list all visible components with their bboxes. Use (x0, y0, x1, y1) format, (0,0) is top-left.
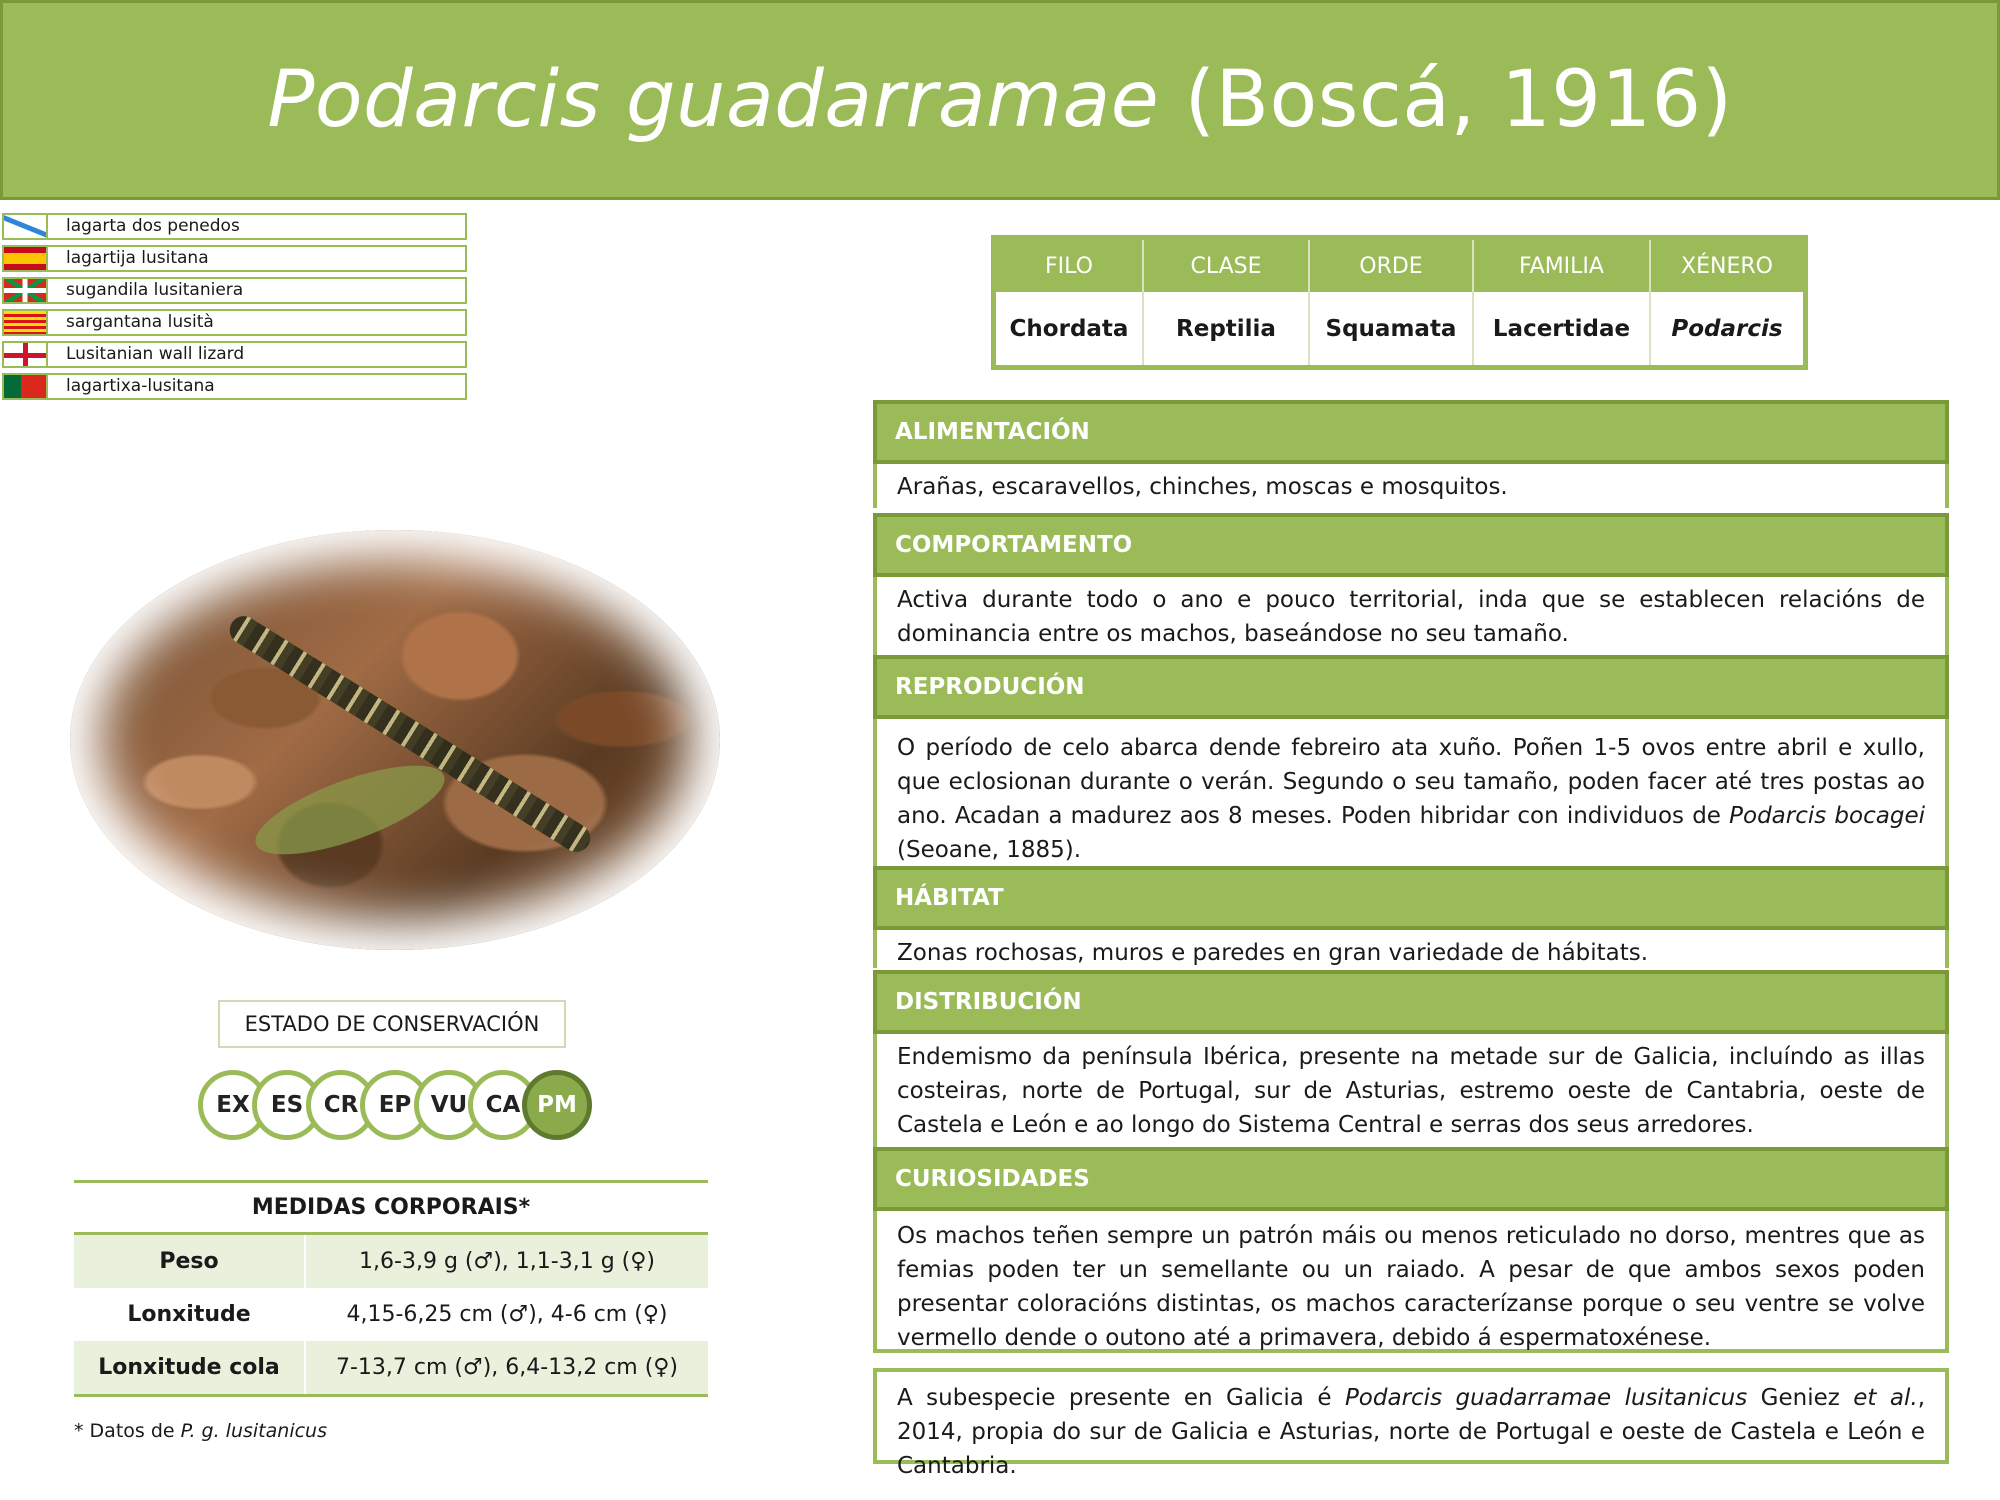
common-names-list (2, 213, 467, 405)
taxonomy-header: FILO (996, 240, 1142, 292)
taxonomy-value: Reptilia (1176, 315, 1276, 342)
measures-footnote (74, 1420, 327, 1442)
reproduction-text-a: O período de celo abarca dende febreiro ata xuño. Poñen 1-5 ovos entre abril e xullo, que eclosionan durante o verán. Segundo o seu tamaño, poden facer até tres postas ao ano. Acadan a madurez aos 8 meses. Poden hibridar con individuos de (897, 735, 1925, 829)
measure-value: 7-13,7 cm (♂), 6,4-13,2 cm (♀) (335, 1355, 678, 1380)
conservation-label: ESTADO DE CONSERVACIÓN (218, 1000, 566, 1048)
body-measures-table (74, 1180, 708, 1397)
section-title: ALIMENTACIÓN (873, 400, 1949, 464)
common-name-label: lagartixa-lusitana (66, 376, 215, 396)
conservation-ca: CA (468, 1070, 538, 1140)
section-title: COMPORTAMENTO (873, 513, 1949, 577)
common-name-english (2, 341, 467, 368)
section-title: REPRODUCIÓN (873, 655, 1949, 719)
measures-bottom-rule (74, 1394, 708, 1397)
photo-leaf-shape (246, 748, 454, 873)
taxonomy-col-filo (996, 240, 1144, 365)
england-flag-icon (4, 343, 48, 366)
conservation-scale (198, 1070, 576, 1140)
taxonomy-value: Podarcis (1671, 315, 1783, 342)
taxonomy-col-familia (1474, 240, 1651, 365)
conservation-vu: VU (414, 1070, 484, 1140)
taxonomy-value: Chordata (1009, 315, 1129, 342)
taxonomy-col-xenero (1651, 240, 1803, 365)
measure-value: 1,6-3,9 g (♂), 1,1-3,1 g (♀) (359, 1249, 655, 1274)
lizard-photo (70, 530, 720, 950)
section-curiosidades (873, 1147, 1949, 1353)
common-name-galician (2, 213, 467, 240)
basque-flag-icon (4, 279, 48, 302)
taxonomy-header: ORDE (1310, 240, 1472, 292)
section-text: Activa durante todo o ano e pouco territorial, inda que se establecen relacións de dominancia entre os machos, baseándose no seu tamaño. (873, 577, 1949, 655)
page-title (267, 55, 1732, 145)
taxonomy-col-orde (1310, 240, 1474, 365)
subspecies-text-b: Geniez (1747, 1385, 1854, 1411)
measure-row-tail-length (74, 1341, 708, 1394)
taxonomy-col-clase (1144, 240, 1310, 365)
section-title: HÁBITAT (873, 866, 1949, 930)
common-name-label: sargantana lusità (66, 312, 214, 332)
footnote-prefix: * Datos de (74, 1420, 181, 1442)
section-comportamento (873, 513, 1949, 655)
common-name-label: lagartija lusitana (66, 248, 209, 268)
taxonomy-table (991, 235, 1808, 370)
measure-value: 4,15-6,25 cm (♂), 4-6 cm (♀) (346, 1302, 668, 1327)
section-title: DISTRIBUCIÓN (873, 970, 1949, 1034)
spain-flag-icon (4, 247, 48, 270)
species-author: (Boscá, 1916) (1184, 55, 1733, 145)
subspecies-note (873, 1368, 1949, 1479)
section-alimentacion (873, 400, 1949, 508)
conservation-ex: EX (198, 1070, 268, 1140)
taxonomy-value: Lacertidae (1492, 315, 1631, 342)
conservation-ep: EP (360, 1070, 430, 1140)
section-text: Arañas, escaravellos, chinches, moscas e mosquitos. (873, 464, 1949, 508)
measure-row-weight (74, 1235, 708, 1288)
taxonomy-header: FAMILIA (1474, 240, 1649, 292)
common-name-label: lagarta dos penedos (66, 216, 240, 236)
section-distribucion (873, 970, 1949, 1147)
species-name: Podarcis guadarramae (267, 55, 1160, 145)
footnote-taxon: P. g. lusitanicus (180, 1420, 327, 1442)
common-name-basque (2, 277, 467, 304)
reproduction-text-b: (Seoane, 1885). (897, 837, 1082, 863)
galicia-flag-icon (4, 215, 48, 238)
conservation-pm-active: PM (522, 1070, 592, 1140)
section-text: Zonas rochosas, muros e paredes en gran variedade de hábitats. (873, 930, 1949, 968)
taxonomy-header: CLASE (1144, 240, 1308, 292)
measure-key: Lonxitude (74, 1288, 306, 1341)
measure-key: Lonxitude cola (74, 1341, 306, 1394)
taxonomy-header: XÉNERO (1651, 240, 1803, 292)
catalonia-flag-icon (4, 311, 48, 334)
common-name-catalan (2, 309, 467, 336)
conservation-cr: CR (306, 1070, 376, 1140)
subspecies-text-a: A subespecie presente en Galicia é (897, 1385, 1345, 1411)
taxonomy-value: Squamata (1325, 315, 1457, 342)
section-text (873, 719, 1949, 866)
common-name-label: Lusitanian wall lizard (66, 344, 245, 364)
conservation-es: ES (252, 1070, 322, 1140)
subspecies-text-c: , 2014, propia do sur de Galicia e Asturias, norte de Portugal e oeste de Castela e León e Cantabria. (897, 1385, 1925, 1479)
measure-row-length (74, 1288, 708, 1341)
measures-title: MEDIDAS CORPORAIS* (74, 1180, 708, 1235)
common-name-portuguese (2, 373, 467, 400)
section-title: CURIOSIDADES (873, 1147, 1949, 1211)
common-name-label: sugandila lusitaniera (66, 280, 244, 300)
section-reproducion (873, 655, 1949, 866)
section-text: Os machos teñen sempre un patrón máis ou menos reticulado no dorso, mentres que as femias poden ter un semellante ou un raiado. A pesar de que ambos sexos poden presentar coloracións distintas, os machos caracterízanse porque o seu ventre se volve vermello dende o outono até a primavera, debido á espermatoxénese. (873, 1211, 1949, 1353)
common-name-spanish (2, 245, 467, 272)
subspecies-taxon: Podarcis guadarramae lusitanicus (1344, 1385, 1748, 1411)
reproduction-taxon: Podarcis bocagei (1729, 803, 1925, 829)
section-habitat (873, 866, 1949, 968)
subspecies-etal: et al. (1853, 1385, 1918, 1411)
portugal-flag-icon (4, 375, 48, 398)
section-text: Endemismo da península Ibérica, presente na metade sur de Galicia, incluíndo as illas costeiras, norte de Portugal, sur de Asturias, estremo oeste de Cantabria, oeste de Castela e León e ao longo do Sistema Central e serras dos seus arredores. (873, 1034, 1949, 1147)
title-banner (0, 0, 2000, 200)
measure-key: Peso (74, 1235, 306, 1288)
